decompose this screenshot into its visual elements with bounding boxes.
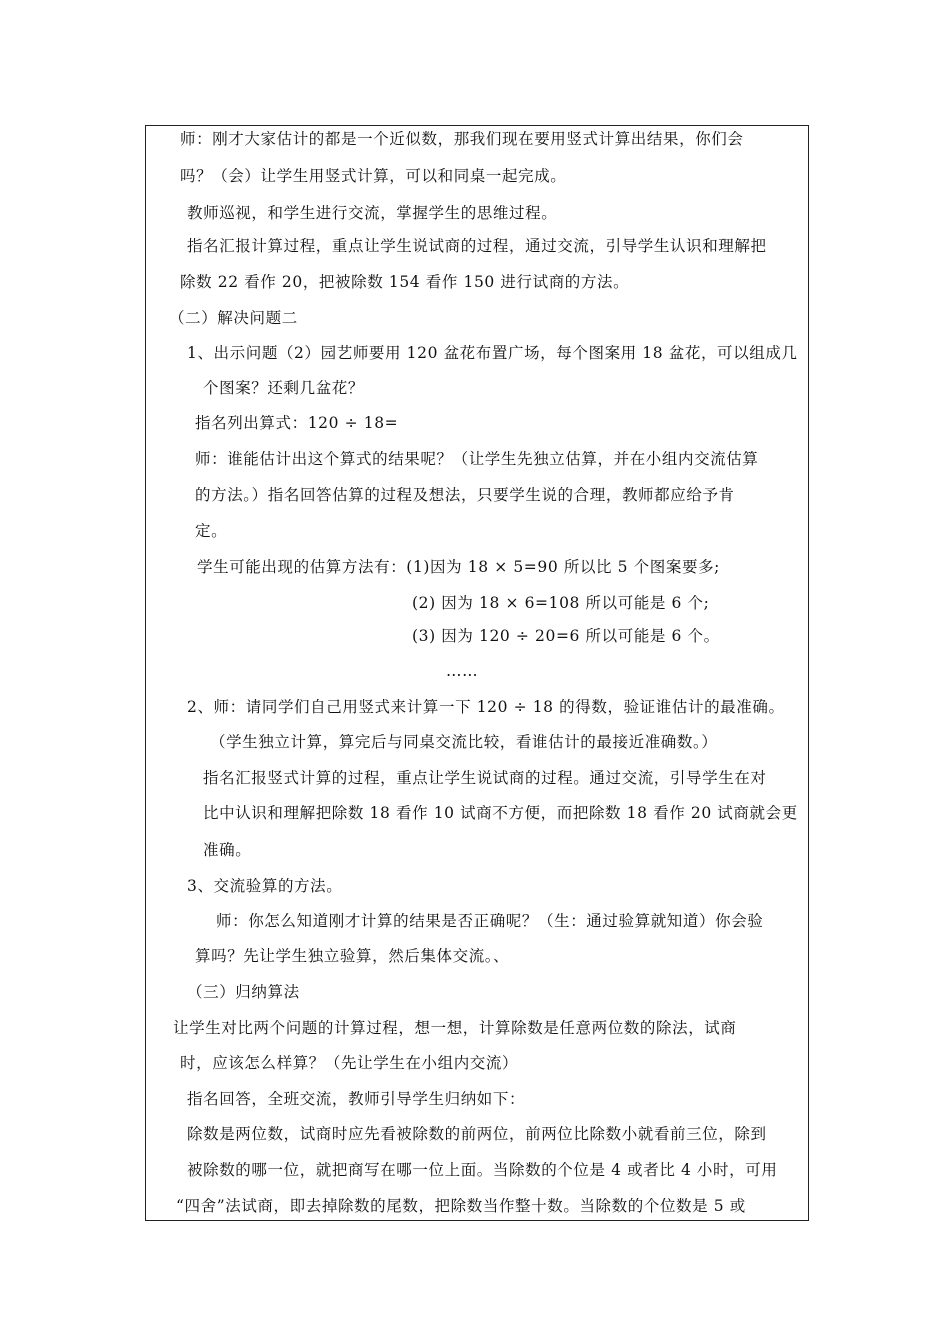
text-line: 学生可能出现的估算方法有：(1)因为 18 × 5=90 所以比 5 个图案要多; bbox=[197, 558, 720, 576]
text-line: 的方法。）指名回答估算的过程及想法，只要学生说的合理，教师都应给予肯 bbox=[195, 486, 735, 504]
text-line: 算吗？先让学生独立验算，然后集体交流。、 bbox=[195, 947, 510, 965]
text-line: 被除数的哪一位，就把商写在哪一位上面。当除数的个位是 4 或者比 4 小时，可用 bbox=[187, 1161, 778, 1179]
text-line: 指名列出算式：120 ÷ 18= bbox=[195, 414, 399, 432]
text-line: 教师巡视，和学生进行交流，掌握学生的思维过程。 bbox=[187, 204, 558, 222]
text-line: 除数是两位数，试商时应先看被除数的前两位，前两位比除数小就看前三位，除到 bbox=[187, 1125, 767, 1143]
text-line: 准确。 bbox=[203, 841, 252, 859]
ellipsis: …… bbox=[446, 662, 479, 680]
text-line: 个图案？还剩几盆花？ bbox=[203, 379, 365, 397]
text-line: 吗？（会）让学生用竖式计算，可以和同桌一起完成。 bbox=[180, 167, 567, 185]
text-line: 比中认识和理解把除数 18 看作 10 试商不方便，而把除数 18 看作 20 试商就会更 bbox=[203, 804, 798, 822]
section-heading: （二）解决问题二 bbox=[169, 309, 298, 327]
text-line: 3、交流验算的方法。 bbox=[187, 877, 343, 895]
text-line: 指名回答，全班交流，教师引导学生归纳如下： bbox=[187, 1090, 526, 1108]
text-line: 时，应该怎么样算？（先让学生在小组内交流） bbox=[180, 1054, 519, 1072]
text-line: 师：你怎么知道刚才计算的结果是否正确呢？（生：通过验算就知道）你会验 bbox=[216, 912, 764, 930]
text-line: 定。 bbox=[195, 522, 228, 540]
text-line: 1、出示问题（2）园艺师要用 120 盆花布置广场，每个图案用 18 盆花，可以组成几 bbox=[187, 344, 798, 362]
text-line: (3) 因为 120 ÷ 20=6 所以可能是 6 个。 bbox=[412, 627, 720, 645]
text-line: 师：刚才大家估计的都是一个近似数，那我们现在要用竖式计算出结果，你们会 bbox=[180, 130, 744, 148]
text-line: 让学生对比两个问题的计算过程，想一想，计算除数是任意两位数的除法，试商 bbox=[173, 1019, 737, 1037]
text-line: 指名汇报计算过程，重点让学生说试商的过程，通过交流，引导学生认识和理解把 bbox=[187, 237, 767, 255]
text-line: 指名汇报竖式计算的过程，重点让学生说试商的过程。通过交流，引导学生在对 bbox=[203, 769, 767, 787]
text-line: 师：谁能估计出这个算式的结果呢？（让学生先独立估算，并在小组内交流估算 bbox=[195, 450, 759, 468]
text-line: 2、师：请同学们自己用竖式来计算一下 120 ÷ 18 的得数，验证谁估计的最准确。 bbox=[187, 698, 785, 716]
text-line: （学生独立计算，算完后与同桌交流比较，看谁估计的最接近准确数。） bbox=[210, 733, 718, 751]
text-line: 除数 22 看作 20，把被除数 154 看作 150 进行试商的方法。 bbox=[180, 273, 630, 291]
text-line: “四舍”法试商，即去掉除数的尾数，把除数当作整十数。当除数的个位数是 5 或 bbox=[176, 1197, 746, 1215]
text-line: (2) 因为 18 × 6=108 所以可能是 6 个; bbox=[412, 594, 710, 612]
section-heading: （三）归纳算法 bbox=[187, 983, 300, 1001]
